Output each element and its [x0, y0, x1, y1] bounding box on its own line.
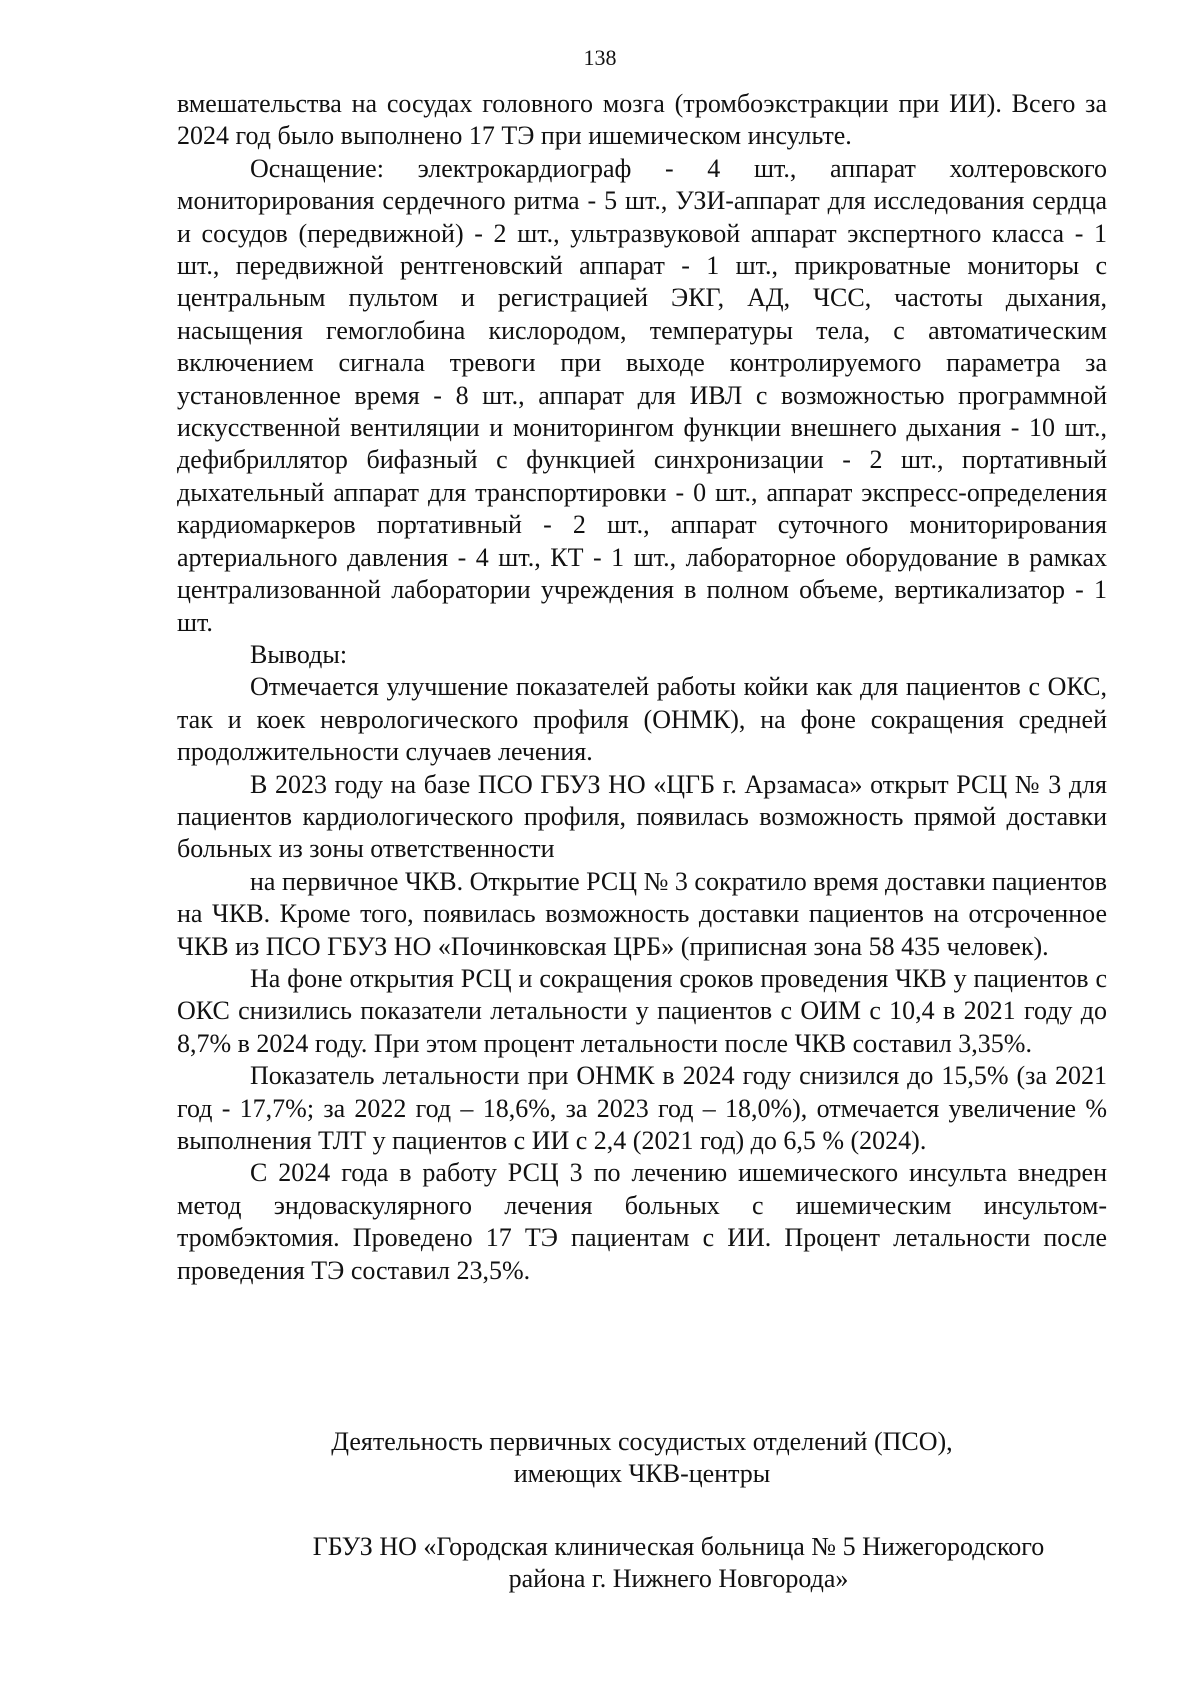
paragraph-thrombectomy: С 2024 года в работу РСЦ 3 по лечению ишемического инсульта внедрен метод эндоваскулярного лечения больных с ишемическим инсультом-тромбэктомия. Проведено 17 ТЭ пациентам с ИИ. Процент летальности после проведения ТЭ составил 23,5%.	[177, 1158, 1107, 1285]
paragraph-mortality-onmk: Показатель летальности при ОНМК в 2024 году снизился до 15,5% (за 2021 год - 17,7%; за 2022 год – 18,6%, за 2023 год – 18,0%), отмечается увеличение % выполнения ТЛТ у пациентов с ИИ с 2,4 (2021 год) до 6,5 % (2024).	[177, 1061, 1107, 1155]
hospital-heading	[250, 1531, 1107, 1596]
paragraph-equipment: Оснащение: электрокардиограф - 4 шт., аппарат холтеровского мониторирования сердечного ритма - 5 шт., УЗИ-аппарат для исследования сердца и сосудов (передвижной) - 2 шт., ультразвуковой аппарат экспертного класса - 1 шт., передвижной рентгеновский аппарат - 1 шт., прикроватные мониторы с центральным пультом и регистрацией ЭКГ, АД, ЧСС, частоты дыхания, насыщения гемоглобина кислородом, температуры тела, с автоматическим включением сигнала тревоги при выходе контролируемого параметра за установленное время - 8 шт., аппарат для ИВЛ с возможностью программной искусственной вентиляции и мониторингом функции внешнего дыхания - 10 шт., дефибриллятор бифазный с функцией синхронизации - 2 шт., портативный дыхательный аппарат для транспортировки - 0 шт., аппарат экспресс-определения кардиомаркеров портативный - 2 шт., аппарат суточного мониторирования артериального давления - 4 шт., КТ - 1 шт., лабораторное оборудование в рамках централизованной лаборатории учреждения в полном объеме, вертикализатор - 1 шт.	[177, 153, 1107, 637]
document-body	[177, 88, 1107, 1287]
section-heading	[177, 1426, 1107, 1491]
page-number: 138	[583, 45, 617, 70]
paragraph-pci-delivery: на первичное ЧКВ. Открытие РСЦ № 3 сократило время доставки пациентов на ЧКВ. Кроме того, появилась возможность доставки пациентов на отсроченное ЧКВ из ПСО ГБУЗ НО «Починковская ЦРБ» (приписная зона 58 435 человек).	[177, 866, 1107, 961]
hospital-heading-line-1: ГБУЗ НО «Городская клиническая больница № 5 Нижегородского	[312, 1531, 1045, 1561]
paragraph-bed-performance: Отмечается улучшение показателей работы койки как для пациентов с ОКС, так и коек неврологического профиля (ОНМК), на фоне сокращения средней продолжительности случаев лечения.	[177, 672, 1107, 767]
section-heading-line-2: имеющих ЧКВ-центры	[513, 1459, 771, 1489]
section-headings	[177, 1426, 1107, 1596]
paragraph-conclusions-heading: Выводы:	[250, 639, 348, 669]
paragraph-rsc-opening: В 2023 году на базе ПСО ГБУЗ НО «ЦГБ г. Арзамаса» открыт РСЦ № 3 для пациентов кардиологического профиля, появилась возможность прямой доставки больных из зоны ответственности	[177, 769, 1107, 864]
hospital-heading-line-2: района г. Нижнего Новгорода»	[508, 1564, 849, 1594]
section-heading-line-1: Деятельность первичных сосудистых отделений (ПСО),	[331, 1427, 953, 1456]
paragraph-1: вмешательства на сосудах головного мозга (тромбоэкстракции при ИИ). Всего за 2024 год было выполнено 17 ТЭ при ишемическом инсульте.	[177, 89, 1107, 151]
heading-spacer	[177, 1491, 1107, 1531]
paragraph-mortality-oim: На фоне открытия РСЦ и сокращения сроков проведения ЧКВ у пациентов с ОКС снизились показатели летальности у пациентов с ОИМ с 10,4 в 2021 году до 8,7% в 2024 году. При этом процент летальности после ЧКВ составил 3,35%.	[177, 963, 1107, 1058]
